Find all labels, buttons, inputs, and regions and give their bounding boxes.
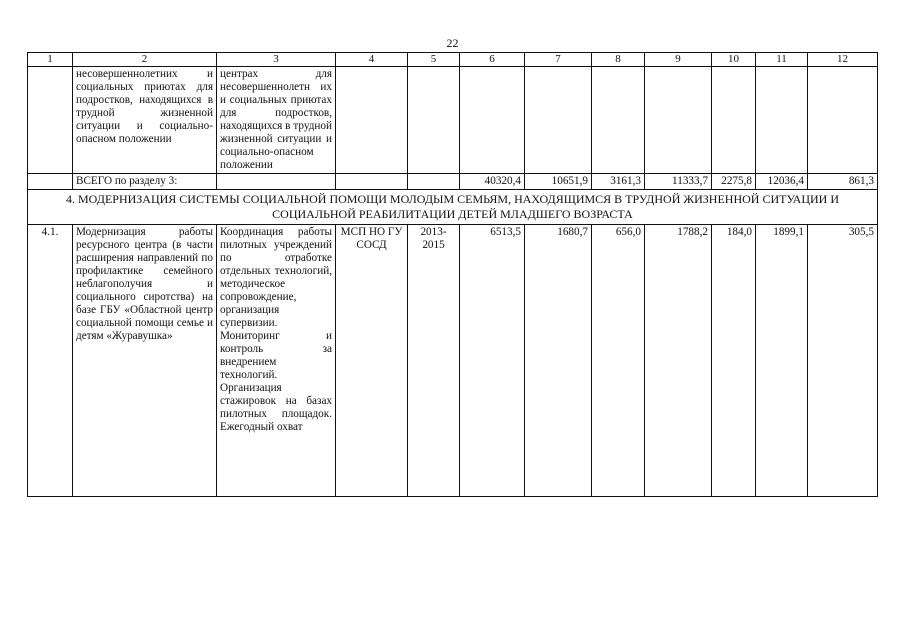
item-number: 4.1. bbox=[28, 225, 73, 497]
empty-cell bbox=[408, 67, 460, 174]
header-cell: 7 bbox=[525, 53, 592, 67]
total-value: 12036,4 bbox=[756, 174, 808, 190]
section-row bbox=[28, 190, 878, 225]
header-cell: 11 bbox=[756, 53, 808, 67]
empty-cell bbox=[408, 174, 460, 190]
header-cell: 2 bbox=[73, 53, 217, 67]
continued-row bbox=[28, 67, 878, 174]
item-period: 2013-2015 bbox=[408, 225, 460, 497]
item-value: 1788,2 bbox=[645, 225, 712, 497]
section-title: 4. МОДЕРНИЗАЦИЯ СИСТЕМЫ СОЦИАЛЬНОЙ ПОМОЩИ МОЛОДЫМ СЕМЬЯМ, НАХОДЯЩИМСЯ В ТРУДНОЙ ЖИЗНЕННОЙ СИТУАЦИИ И СОЦИАЛЬНОЙ РЕАБИЛИТАЦИИ ДЕТЕЙ МЛАДШЕГО ВОЗРАСТА bbox=[28, 190, 878, 225]
empty-cell bbox=[645, 67, 712, 174]
header-cell: 4 bbox=[336, 53, 408, 67]
total-value: 10651,9 bbox=[525, 174, 592, 190]
item-row bbox=[28, 225, 878, 497]
continued-name-cell: несовершеннолетних и социальных приютах для подростков, находящихся в трудной жизненной ситуации и социально-опасном положении bbox=[73, 67, 217, 174]
header-cell: 9 bbox=[645, 53, 712, 67]
header-row bbox=[28, 53, 878, 67]
header-cell: 10 bbox=[712, 53, 756, 67]
header-cell: 8 bbox=[592, 53, 645, 67]
item-content: Координация работы пилотных учреждений по отработке отдельных технологий, методическое сопровождение, организация супервизии. Мониторинг и контроль за внедрением технологий. Организация стажировок на базах пилотных площадок. Ежегодный охват bbox=[217, 225, 336, 497]
empty-cell bbox=[336, 67, 408, 174]
empty-cell bbox=[592, 67, 645, 174]
header-cell: 5 bbox=[408, 53, 460, 67]
empty-cell bbox=[525, 67, 592, 174]
header-cell: 1 bbox=[28, 53, 73, 67]
empty-cell bbox=[217, 174, 336, 190]
item-value: 6513,5 bbox=[460, 225, 525, 497]
header-cell: 3 bbox=[217, 53, 336, 67]
total-value: 861,3 bbox=[808, 174, 878, 190]
item-executor: МСП НО ГУ СОСД bbox=[336, 225, 408, 497]
item-name: Модернизация работы ресурсного центра (в части расширения направлений по профилактике семейного неблагополучия и социального сиротства) на базе ГБУ «Областной центр социальной помощи семье и детям «Журавушка» bbox=[73, 225, 217, 497]
item-value: 184,0 bbox=[712, 225, 756, 497]
item-value: 1899,1 bbox=[756, 225, 808, 497]
page-number: 22 bbox=[446, 36, 459, 50]
total-value: 3161,3 bbox=[592, 174, 645, 190]
empty-cell bbox=[460, 67, 525, 174]
total-value: 40320,4 bbox=[460, 174, 525, 190]
total-label: ВСЕГО по разделу 3: bbox=[73, 174, 217, 190]
total-value: 11333,7 bbox=[645, 174, 712, 190]
item-value: 1680,7 bbox=[525, 225, 592, 497]
empty-cell bbox=[28, 174, 73, 190]
empty-cell bbox=[336, 174, 408, 190]
header-cell: 12 bbox=[808, 53, 878, 67]
continued-content-cell: центрах для несовершеннолетн их и социальных приютах для подростков, находящихся в трудной жизненной ситуации и социально-опасном положении bbox=[217, 67, 336, 174]
item-value: 656,0 bbox=[592, 225, 645, 497]
empty-cell bbox=[808, 67, 878, 174]
budget-table bbox=[27, 52, 878, 497]
empty-cell bbox=[756, 67, 808, 174]
total-value: 2275,8 bbox=[712, 174, 756, 190]
total-row bbox=[28, 174, 878, 190]
empty-cell bbox=[28, 67, 73, 174]
empty-cell bbox=[712, 67, 756, 174]
header-cell: 6 bbox=[460, 53, 525, 67]
item-value: 305,5 bbox=[808, 225, 878, 497]
